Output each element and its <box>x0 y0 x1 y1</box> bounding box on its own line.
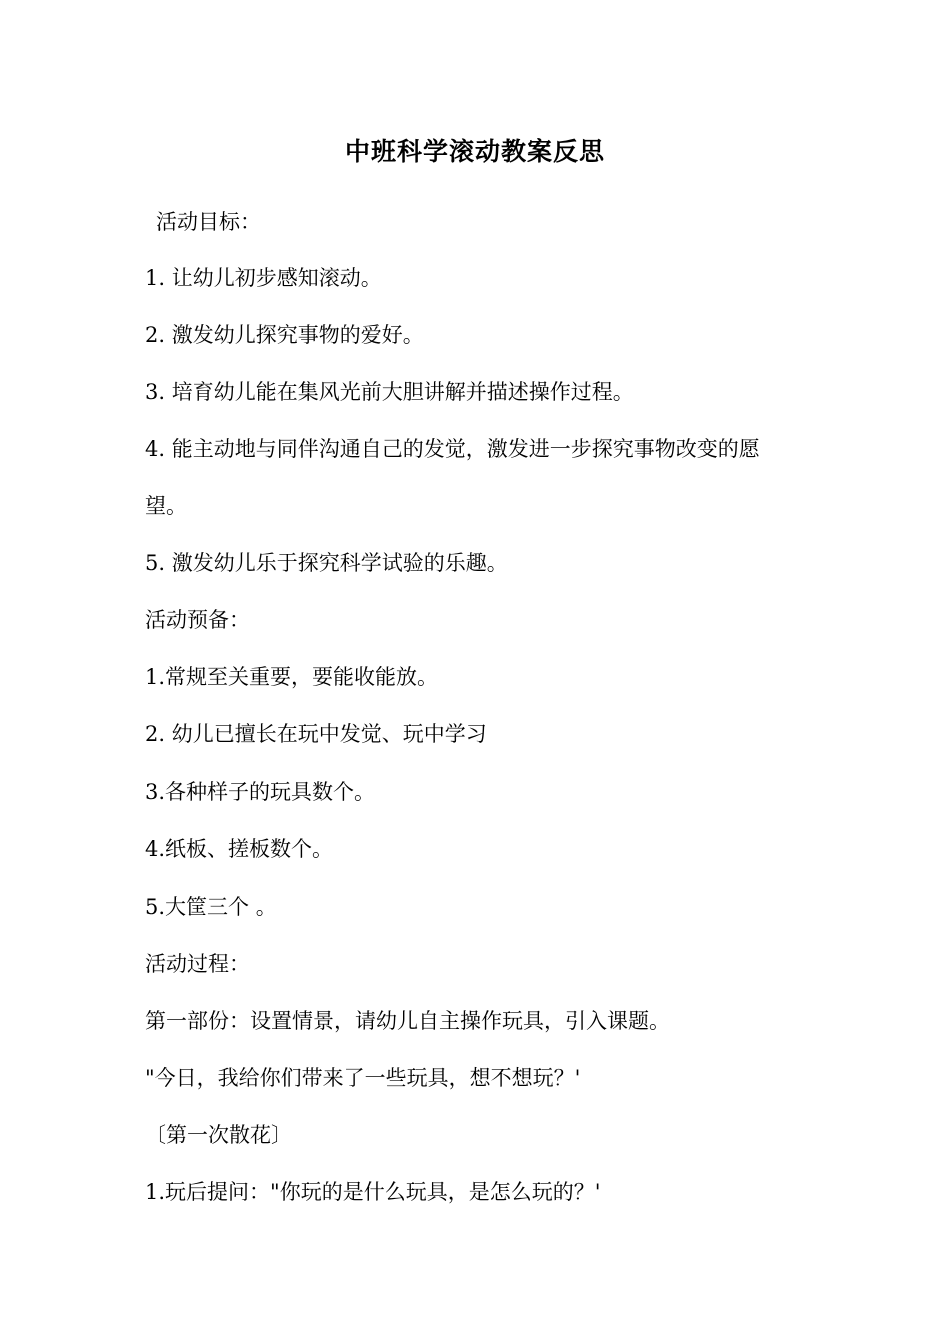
section-heading-goals: 活动目标： <box>156 210 261 234</box>
document-title: 中班科学滚动教案反思 <box>344 137 605 166</box>
process-part-1: 第一部份：设置情景，请幼儿自主操作玩具，引入课题。 <box>145 1009 670 1033</box>
goal-item-4-continued: 望。 <box>145 494 187 518</box>
goal-item-1: 1. 让幼儿初步感知滚动。 <box>145 266 382 290</box>
preparation-item-5: 5.大筐三个 。 <box>145 895 277 919</box>
process-quote-1: "今日，我给你们带来了一些玩具，想不想玩？' <box>145 1066 581 1090</box>
section-heading-preparation: 活动预备： <box>145 608 250 632</box>
section-heading-process: 活动过程： <box>145 952 250 976</box>
preparation-item-3: 3.各种样子的玩具数个。 <box>145 780 376 804</box>
goal-item-2: 2. 激发幼儿探究事物的爱好。 <box>145 323 424 347</box>
preparation-item-2: 2. 幼儿已擅长在玩中发觉、玩中学习 <box>145 722 487 746</box>
process-note-1: 〔第一次散花〕 <box>145 1123 292 1147</box>
goal-item-5: 5. 激发幼儿乐于探究科学试验的乐趣。 <box>145 551 508 575</box>
goal-item-4: 4. 能主动地与同伴沟通自己的发觉，激发进一步探究事物改变的愿 <box>145 437 760 461</box>
preparation-item-1: 1.常规至关重要，要能收能放。 <box>145 665 439 689</box>
goal-item-3: 3. 培育幼儿能在集风光前大胆讲解并描述操作过程。 <box>145 380 634 404</box>
preparation-item-4: 4.纸板、搓板数个。 <box>145 837 334 861</box>
process-question-1: 1.玩后提问："你玩的是什么玩具，是怎么玩的？' <box>145 1180 601 1204</box>
